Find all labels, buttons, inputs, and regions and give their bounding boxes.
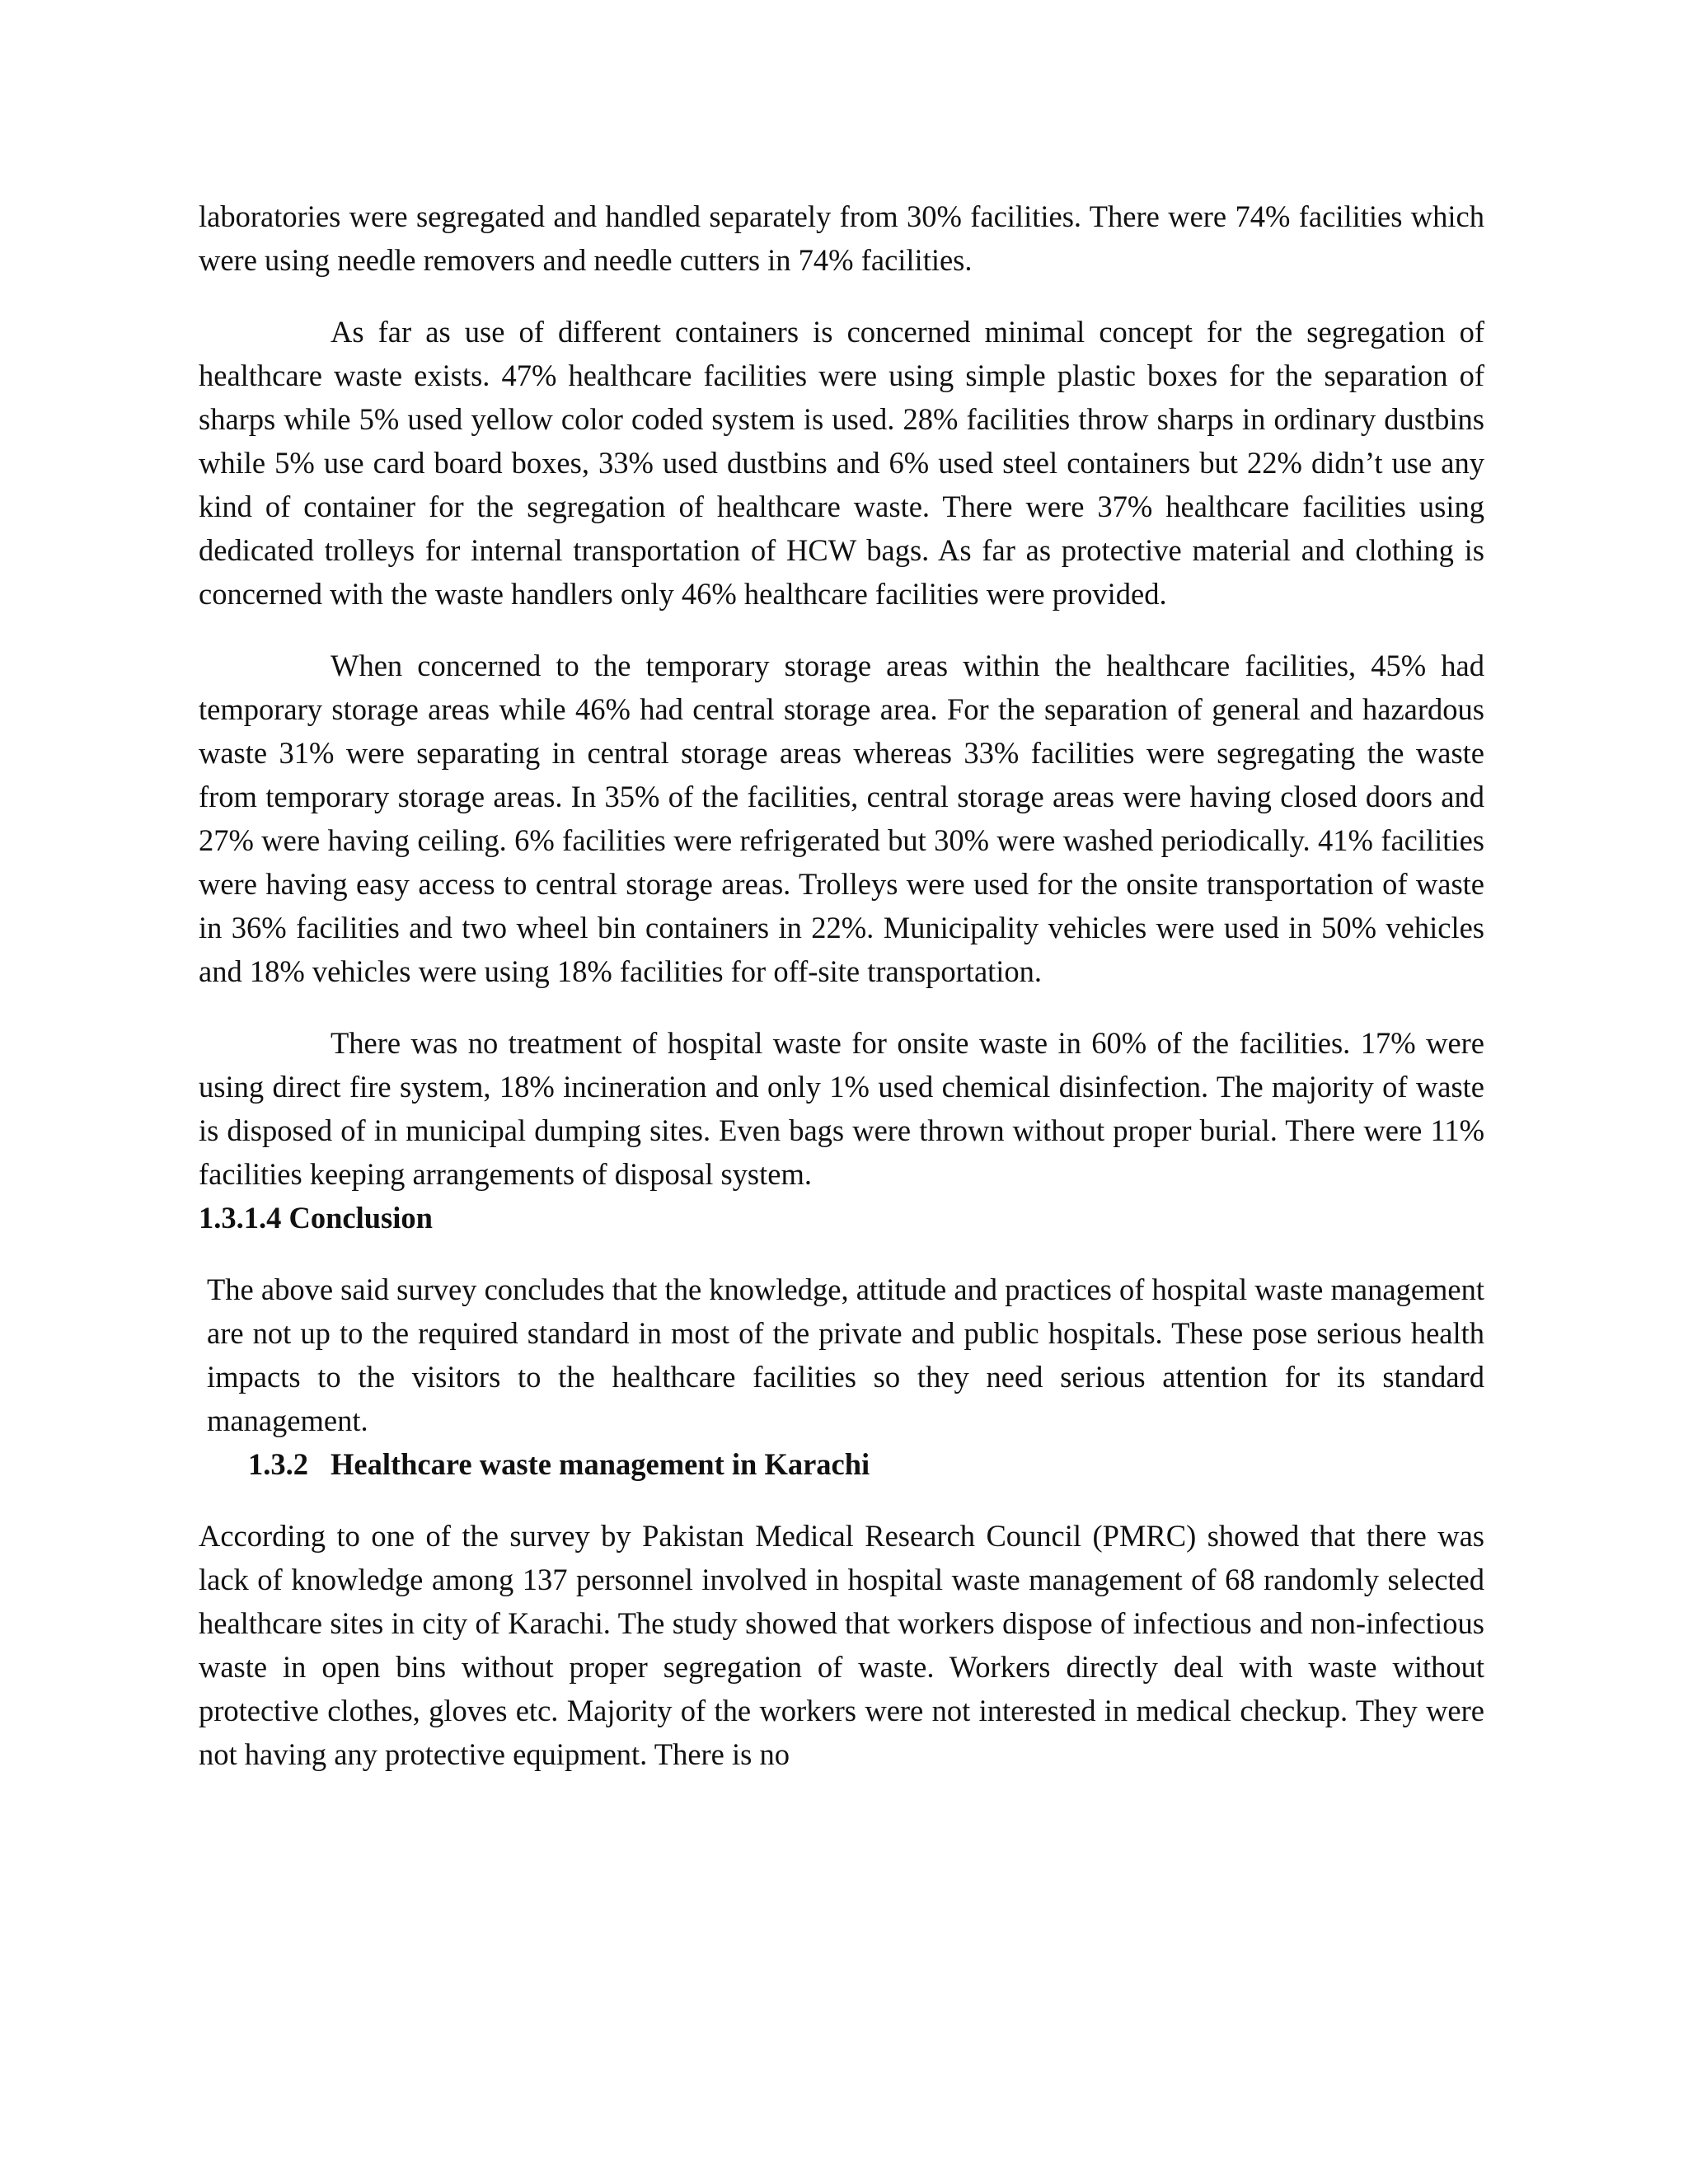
paragraph-conclusion: The above said survey concludes that the knowledge, attitude and practices of hospital waste management are not up to the required standard in most of the private and public hospitals. These pose serious health impacts to the visitors to the healthcare facilities so they need serious attention for its standard management.	[207, 1272, 1484, 1437]
paragraph-storage-areas: When concerned to the temporary storage areas within the healthcare facilities, 45% had temporary storage areas while 46% had central storage area. For the separation of general and hazardous waste 31% were separating in central storage areas whereas 33% facilities were segregating the waste from temporary storage areas. In 35% of the facilities, central storage areas were having closed doors and 27% were having ceiling. 6% facilities were refrigerated but 30% were washed periodically. 41% facilities were having easy access to central storage areas. Trolleys were used for the onsite transportation of waste in 36% facilities and two wheel bin containers in 22%. Municipality vehicles were used in 50% vehicles and 18% vehicles were using 18% facilities for off-site transportation.	[199, 649, 1484, 988]
heading-karachi-title: Healthcare waste management in Karachi	[331, 1447, 870, 1481]
paragraph-karachi-survey: According to one of the survey by Pakistan Medical Research Council (PMRC) showed that there was lack of knowledge among 137 personnel involved in hospital waste management of 68 randomly selected healthcare sites in city of Karachi. The study showed that workers dispose of infectious and non-infectious waste in open bins without proper segregation of waste. Workers directly deal with waste without protective clothes, gloves etc. Majority of the workers were not interested in medical checkup. They were not having any protective equipment. There is no	[199, 1519, 1484, 1771]
heading-karachi-number: 1.3.2	[248, 1447, 308, 1481]
paragraph-containers: As far as use of different containers is concerned minimal concept for the segregation of healthcare waste exists. 47% healthcare facilities were using simple plastic boxes for the separation of sharps while 5% used yellow color coded system is used. 28% facilities throw sharps in ordinary dustbins while 5% use card board boxes, 33% used dustbins and 6% used steel containers but 22% didn’t use any kind of container for the segregation of healthcare waste. There were 37% healthcare facilities using dedicated trolleys for internal transportation of HCW bags. As far as protective material and clothing is concerned with the waste handlers only 46% healthcare facilities were provided.	[199, 315, 1484, 611]
heading-karachi	[199, 1442, 1484, 1486]
document-page	[199, 194, 1484, 1776]
paragraph-segregation-labs: laboratories were segregated and handled separately from 30% facilities. There were 74% facilities which were using needle removers and needle cutters in 74% facilities.	[199, 199, 1484, 277]
heading-conclusion: 1.3.1.4 Conclusion	[199, 1201, 433, 1235]
paragraph-treatment: There was no treatment of hospital waste for onsite waste in 60% of the facilities. 17% were using direct fire system, 18% incineration and only 1% used chemical disinfection. The majority of waste is disposed of in municipal dumping sites. Even bags were thrown without proper burial. There were 11% facilities keeping arrangements of disposal system.	[199, 1026, 1484, 1191]
